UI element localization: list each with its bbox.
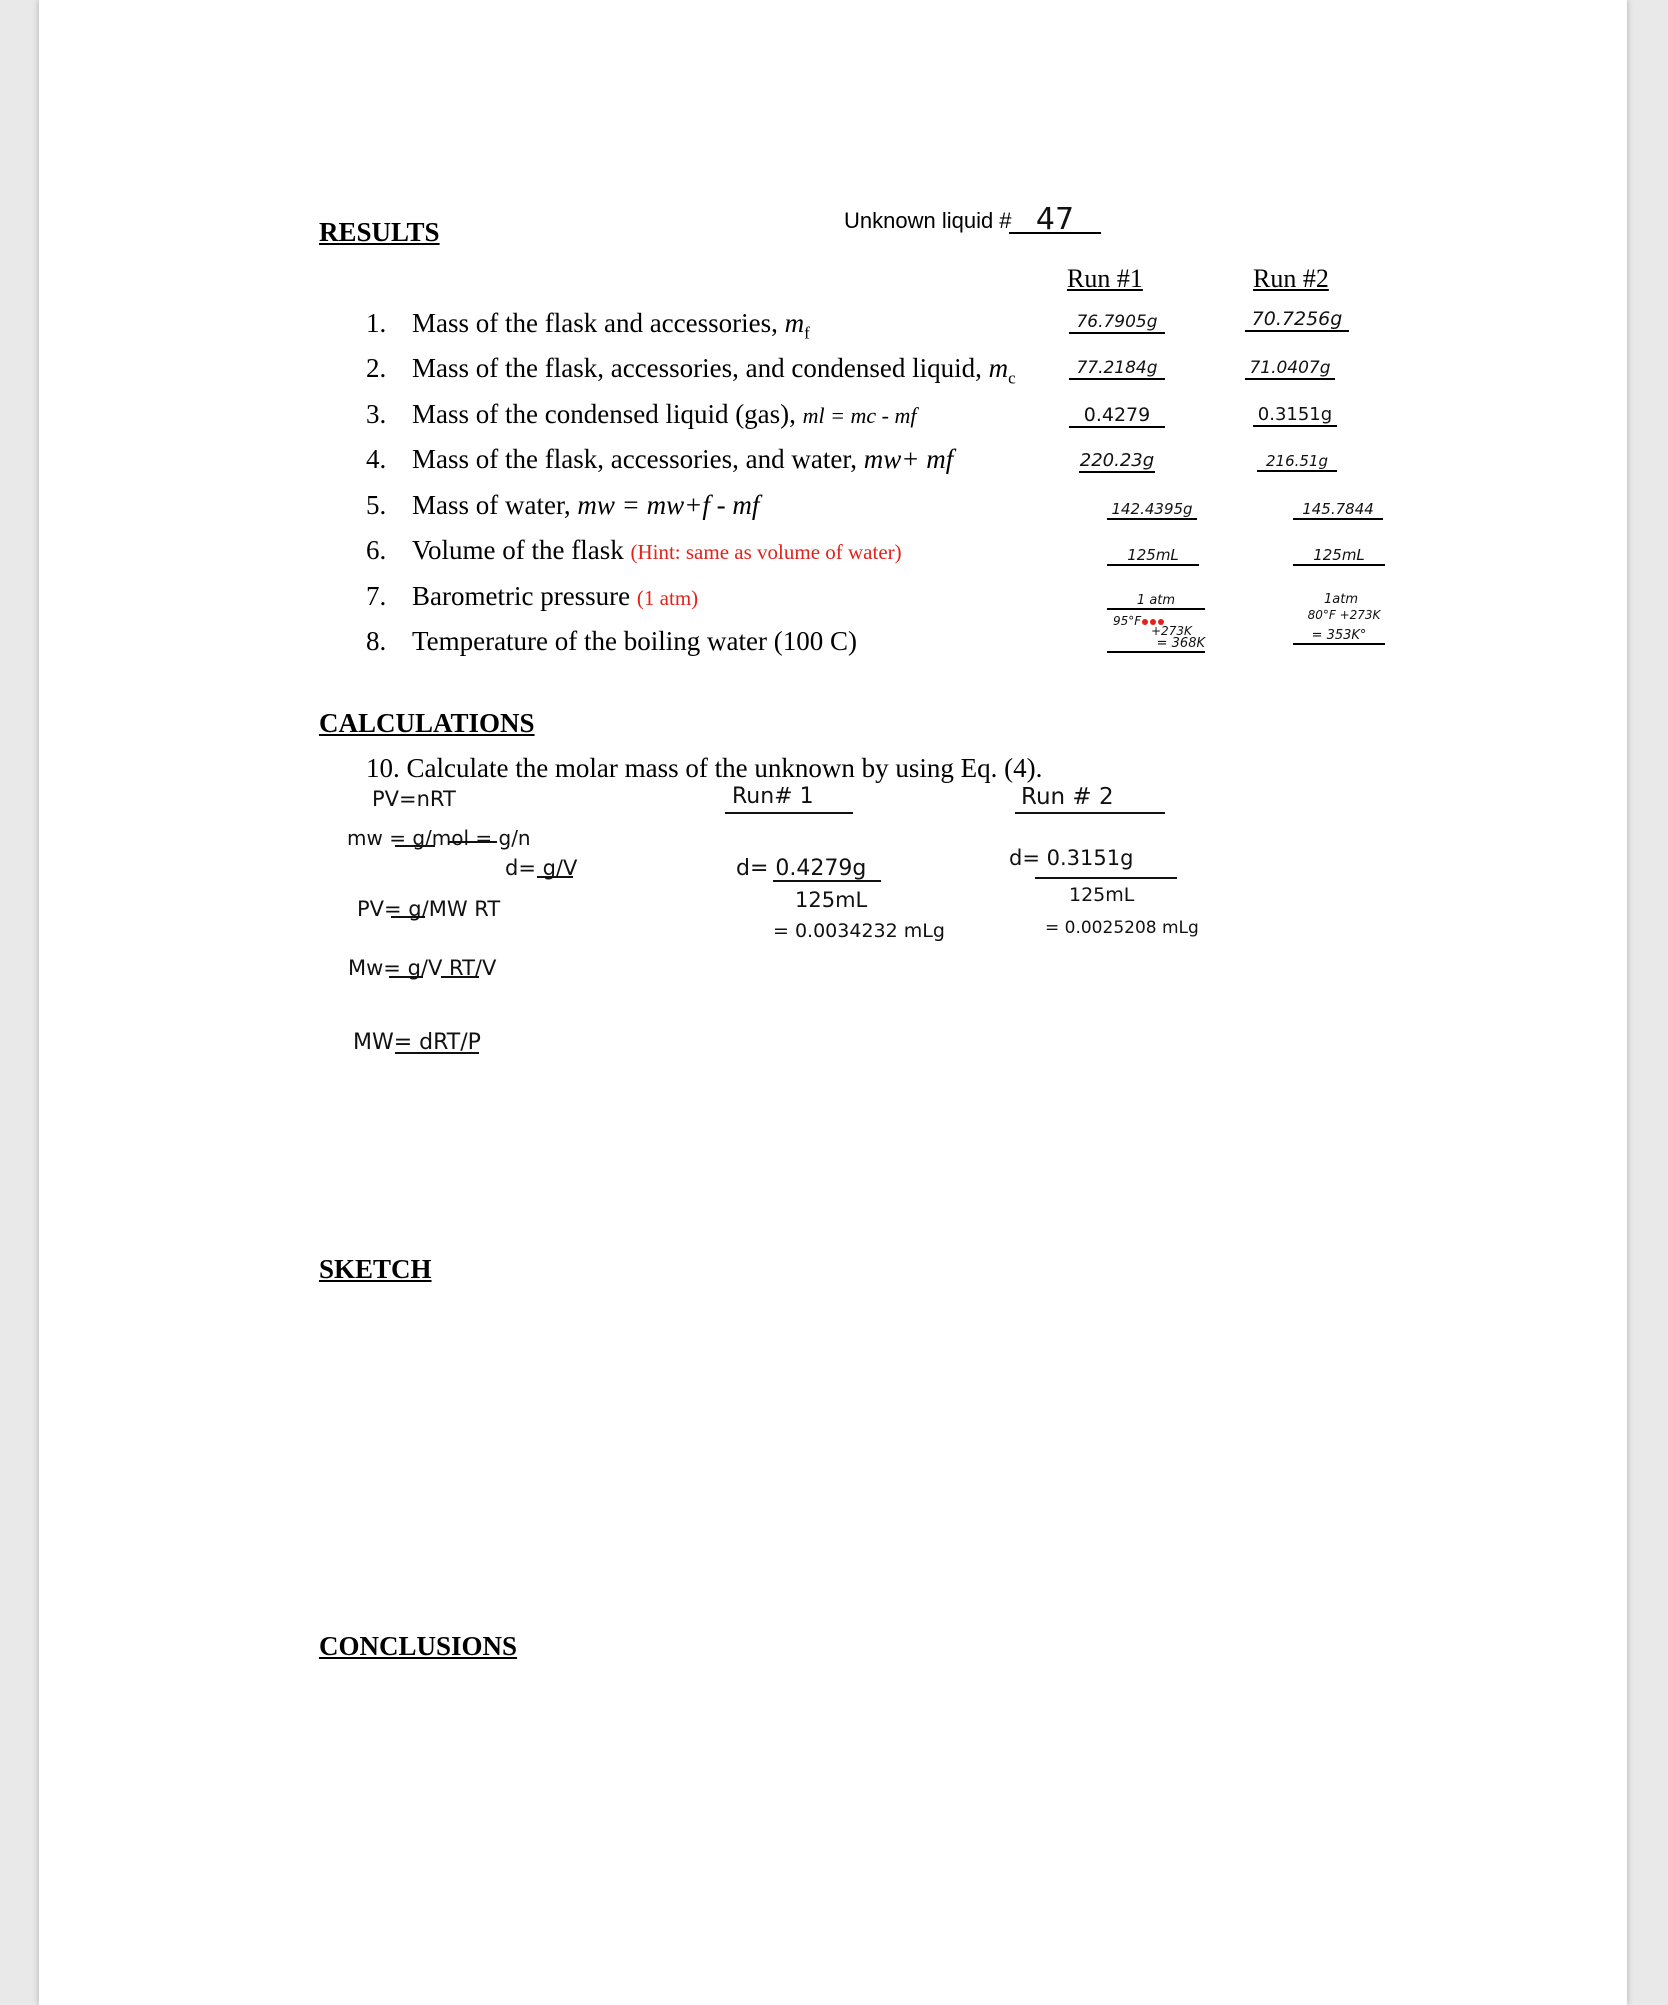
work-run2-d-num: d= 0.3151g: [1009, 846, 1134, 870]
results-row-3: 3. Mass of the condensed liquid (gas), ml = mc - mf: [366, 399, 917, 429]
results-row-7: 7. Barometric pressure (1 atm): [366, 581, 699, 611]
run2-mass-gas: 0.3151g: [1253, 404, 1337, 427]
run2-temperature-line2: = 353K°: [1293, 628, 1385, 645]
unknown-liquid-field: [1009, 202, 1101, 237]
run1-pressure: 1 atm: [1107, 593, 1205, 610]
unknown-liquid-value: 47: [1035, 202, 1075, 237]
pressure-hint: (1 atm): [636, 586, 699, 610]
work-run2-label: Run # 2: [1021, 784, 1114, 810]
volume-hint: (Hint: same as volume of water): [630, 540, 902, 564]
run1-mass-water: 142.4395g: [1107, 500, 1197, 520]
run1-mass-water-flask: 220.23g: [1079, 450, 1155, 471]
run2-temperature-line1: 80°F +273K: [1307, 608, 1381, 622]
work-mw-g-mol: mw = g/mol = g/n: [347, 826, 531, 850]
run1-temperature-line2: +273K: [1151, 624, 1192, 638]
work-pv-g-mw: PV= g/MW RT: [357, 897, 501, 921]
results-row-5: 5. Mass of water, mw = mw+f - mf: [366, 490, 760, 520]
run1-temperature-line3: = 368K: [1107, 636, 1205, 653]
run2-mass-flask: 70.7256g: [1245, 308, 1349, 332]
results-row-6: 6. Volume of the flask (Hint: same as volume of water): [366, 535, 902, 565]
run1-header: Run #1: [1067, 264, 1143, 293]
unknown-liquid-label: Unknown liquid #: [844, 208, 1012, 233]
results-row-4: 4. Mass of the flask, accessories, and water, mw+ mf: [366, 444, 954, 474]
run1-volume: 125mL: [1107, 546, 1199, 566]
results-row-8: 8. Temperature of the boiling water (100 C): [366, 626, 857, 656]
run2-mass-condensed: 71.0407g: [1245, 358, 1335, 380]
conclusions-heading: CONCLUSIONS: [319, 1631, 518, 1661]
work-run2-d-den: 125mL: [1069, 884, 1135, 906]
calculations-question: 10. Calculate the molar mass of the unknown by using Eq. (4).: [366, 753, 1043, 783]
results-row-1: 1. Mass of the flask and accessories, $m_f$: [366, 308, 810, 343]
run2-header: Run #2: [1253, 264, 1329, 293]
run1-mass-gas: 0.4279: [1069, 404, 1165, 428]
run2-pressure: 1atm: [1324, 592, 1358, 607]
run1-mass-condensed: 77.2184g: [1069, 358, 1165, 380]
work-d-g-v: d= g/V: [505, 856, 578, 880]
run2-volume: 125mL: [1293, 546, 1385, 566]
results-heading: RESULTS: [319, 217, 440, 247]
run2-mass-water-flask: 216.51g: [1257, 452, 1337, 472]
run1-mass-flask: 76.7905g: [1069, 312, 1165, 334]
results-row-2: 2. Mass of the flask, accessories, and condensed liquid, $m_c$: [366, 353, 1016, 388]
run1-temperature-line1: 95°F: [1113, 614, 1165, 628]
sketch-heading: SKETCH: [319, 1254, 432, 1284]
work-run1-d-num: d= 0.4279g: [736, 856, 867, 881]
work-mw-g-v: Mw= g/V RT/V: [348, 956, 497, 980]
work-run1-result: = 0.0034232 mLg: [773, 920, 945, 942]
run2-mass-water: 145.7844: [1293, 500, 1383, 520]
document-page: [39, 0, 1627, 2005]
calculations-heading: CALCULATIONS: [319, 708, 535, 738]
work-mw-drt-p: MW= dRT/P: [353, 1030, 481, 1055]
work-pv-nrt: PV=nRT: [372, 787, 456, 811]
work-run1-label: Run# 1: [732, 784, 814, 809]
work-run2-result: = 0.0025208 mLg: [1045, 918, 1199, 938]
work-run1-d-den: 125mL: [795, 888, 868, 912]
